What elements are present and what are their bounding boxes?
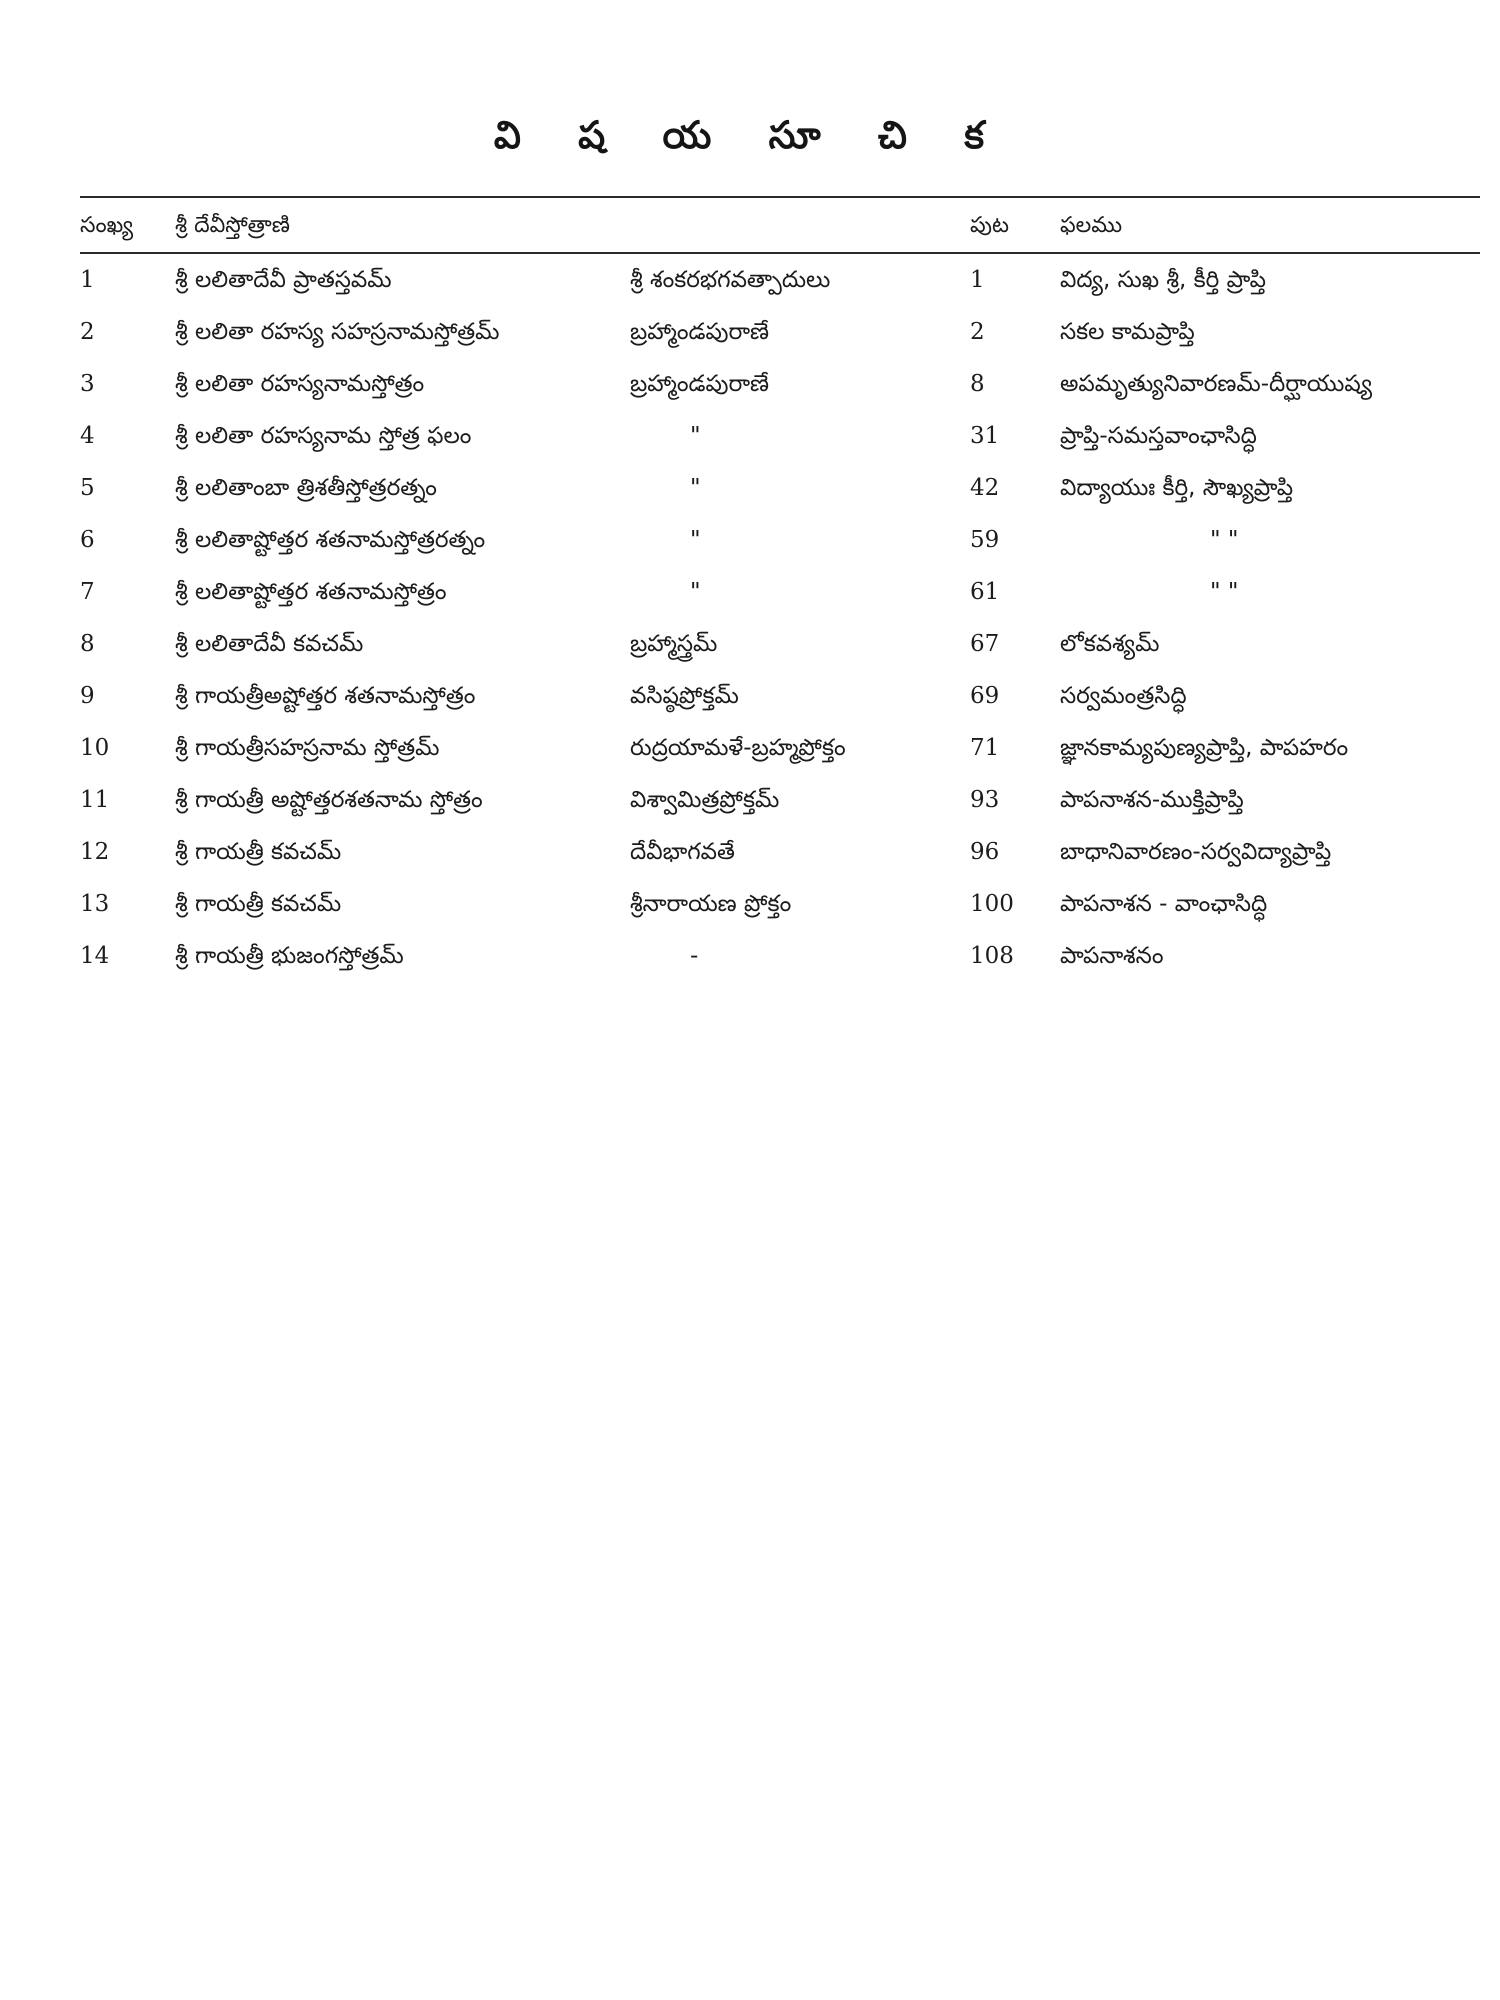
row-page: 59 xyxy=(970,527,1000,553)
row-number: 1 xyxy=(80,267,95,293)
table-row xyxy=(80,724,1480,772)
row-name: శ్రీ లలితా రహస్యనామ స్తోత్ర ఫలం xyxy=(175,423,472,449)
row-page: 100 xyxy=(970,891,1014,917)
header-name: శ్రీ దేవీస్తోత్రాణి xyxy=(175,213,290,238)
row-page: 71 xyxy=(970,735,1000,761)
row-name: శ్రీ లలితాదేవీ కవచమ్ xyxy=(175,631,364,657)
row-name: శ్రీ గాయత్రీసహస్రనామ స్తోత్రమ్ xyxy=(175,735,440,761)
row-result: " " xyxy=(1210,579,1239,605)
row-number: 2 xyxy=(80,319,95,345)
row-name: శ్రీ గాయత్రీ భుజంగస్తోత్రమ్ xyxy=(175,943,404,969)
row-name: శ్రీ లలితా రహస్యనామస్తోత్రం xyxy=(175,371,425,397)
row-number: 6 xyxy=(80,527,95,553)
row-source: " xyxy=(690,579,701,605)
row-source: బ్రహ్మాండపురాణే xyxy=(630,371,770,397)
row-name: శ్రీ గాయత్రీఅష్టోత్తర శతనామస్తోత్రం xyxy=(175,683,476,709)
row-name: శ్రీ గాయత్రీ కవచమ్ xyxy=(175,891,342,917)
row-number: 14 xyxy=(80,943,110,969)
row-name: శ్రీ గాయత్రీ కవచమ్ xyxy=(175,839,342,865)
row-result: విద్య, సుఖ శ్రీ, కీర్తి ప్రాప్తి xyxy=(1060,267,1266,293)
row-source: శ్రీనారాయణ ప్రోక్తం xyxy=(630,891,792,917)
table-row xyxy=(80,776,1480,824)
row-source: దేవీభాగవతే xyxy=(630,839,735,865)
row-source: " xyxy=(690,423,701,449)
row-name: శ్రీ గాయత్రీ అష్టోత్తరశతనామ స్తోత్రం xyxy=(175,787,483,813)
row-page: 108 xyxy=(970,943,1014,969)
table-header xyxy=(80,202,1480,250)
row-source: " xyxy=(690,475,701,501)
row-result: అపమృత్యునివారణమ్-దీర్ఘాయుష్య xyxy=(1060,371,1373,397)
row-source: రుద్రయామళే-బ్రహ్మప్రోక్తం xyxy=(630,735,846,761)
row-source: " xyxy=(690,527,701,553)
row-result: " " xyxy=(1210,527,1239,553)
row-result: పాపనాశనం xyxy=(1060,943,1164,969)
row-page: 93 xyxy=(970,787,1000,813)
row-number: 10 xyxy=(80,735,110,761)
row-result: ప్రాప్తి-సమస్తవాంఛాసిద్ధి xyxy=(1060,423,1257,449)
row-result: పాపనాశన - వాంఛాసిద్ధి xyxy=(1060,891,1268,917)
row-result: పాపనాశన-ముక్తిప్రాప్తి xyxy=(1060,787,1244,813)
row-number: 7 xyxy=(80,579,95,605)
row-result: సకల కామప్రాప్తి xyxy=(1060,319,1195,345)
table-header-rule xyxy=(80,252,1480,254)
table-row xyxy=(80,308,1480,356)
table-row xyxy=(80,464,1480,512)
row-name: శ్రీ లలితాష్టోత్తర శతనామస్తోత్రం xyxy=(175,579,447,605)
row-page: 1 xyxy=(970,267,985,293)
row-result: విద్యాయుః కీర్తి, సౌఖ్యప్రాప్తి xyxy=(1060,475,1294,501)
row-source: బ్రహ్మాండపురాణే xyxy=(630,319,770,345)
row-number: 9 xyxy=(80,683,95,709)
table-row xyxy=(80,256,1480,304)
row-number: 5 xyxy=(80,475,95,501)
table-row xyxy=(80,412,1480,460)
table-row xyxy=(80,932,1480,980)
table-row xyxy=(80,880,1480,928)
table-row xyxy=(80,516,1480,564)
row-source: వసిష్ఠప్రోక్తమ్ xyxy=(630,683,739,709)
header-result: ఫలము xyxy=(1060,213,1123,238)
row-page: 96 xyxy=(970,839,1000,865)
table-row xyxy=(80,620,1480,668)
page-title: వి ష య సూ చి క xyxy=(493,112,1007,157)
table-row xyxy=(80,568,1480,616)
row-name: శ్రీ లలితాంబా త్రిశతీస్తోత్రరత్నం xyxy=(175,475,437,501)
row-source: శ్రీ శంకరభగవత్పాదులు xyxy=(630,267,831,293)
row-source: విశ్వామిత్రప్రోక్తమ్ xyxy=(630,787,780,813)
row-page: 67 xyxy=(970,631,1000,657)
row-source: బ్రహ్మాస్త్రమ్ xyxy=(630,631,718,657)
row-result: లోకవశ్యమ్ xyxy=(1060,631,1160,657)
table-row xyxy=(80,360,1480,408)
row-name: శ్రీ లలితాష్టోత్తర శతనామస్తోత్రరత్నం xyxy=(175,527,486,553)
row-result: జ్ఞానకామ్యపుణ్యప్రాప్తి, పాపహరం xyxy=(1060,735,1349,761)
table-top-rule xyxy=(80,196,1480,198)
row-page: 2 xyxy=(970,319,985,345)
row-page: 8 xyxy=(970,371,985,397)
row-page: 61 xyxy=(970,579,1000,605)
header-page: పుట xyxy=(970,213,1009,238)
row-result: సర్వమంత్రసిద్ధి xyxy=(1060,683,1187,709)
row-number: 12 xyxy=(80,839,110,865)
row-source: - xyxy=(690,943,699,969)
row-number: 8 xyxy=(80,631,95,657)
header-number: సంఖ్య xyxy=(80,213,134,238)
row-page: 69 xyxy=(970,683,1000,709)
row-name: శ్రీ లలితాదేవీ ప్రాతస్తవమ్ xyxy=(175,267,392,293)
row-number: 3 xyxy=(80,371,95,397)
row-page: 31 xyxy=(970,423,1000,449)
row-name: శ్రీ లలితా రహస్య సహస్రనామస్తోత్రమ్ xyxy=(175,319,500,345)
row-page: 42 xyxy=(970,475,1000,501)
table-row xyxy=(80,672,1480,720)
row-number: 11 xyxy=(80,787,110,813)
table-row xyxy=(80,828,1480,876)
row-number: 4 xyxy=(80,423,95,449)
row-result: బాధానివారణం-సర్వవిద్యాప్రాప్తి xyxy=(1060,839,1332,865)
row-number: 13 xyxy=(80,891,110,917)
